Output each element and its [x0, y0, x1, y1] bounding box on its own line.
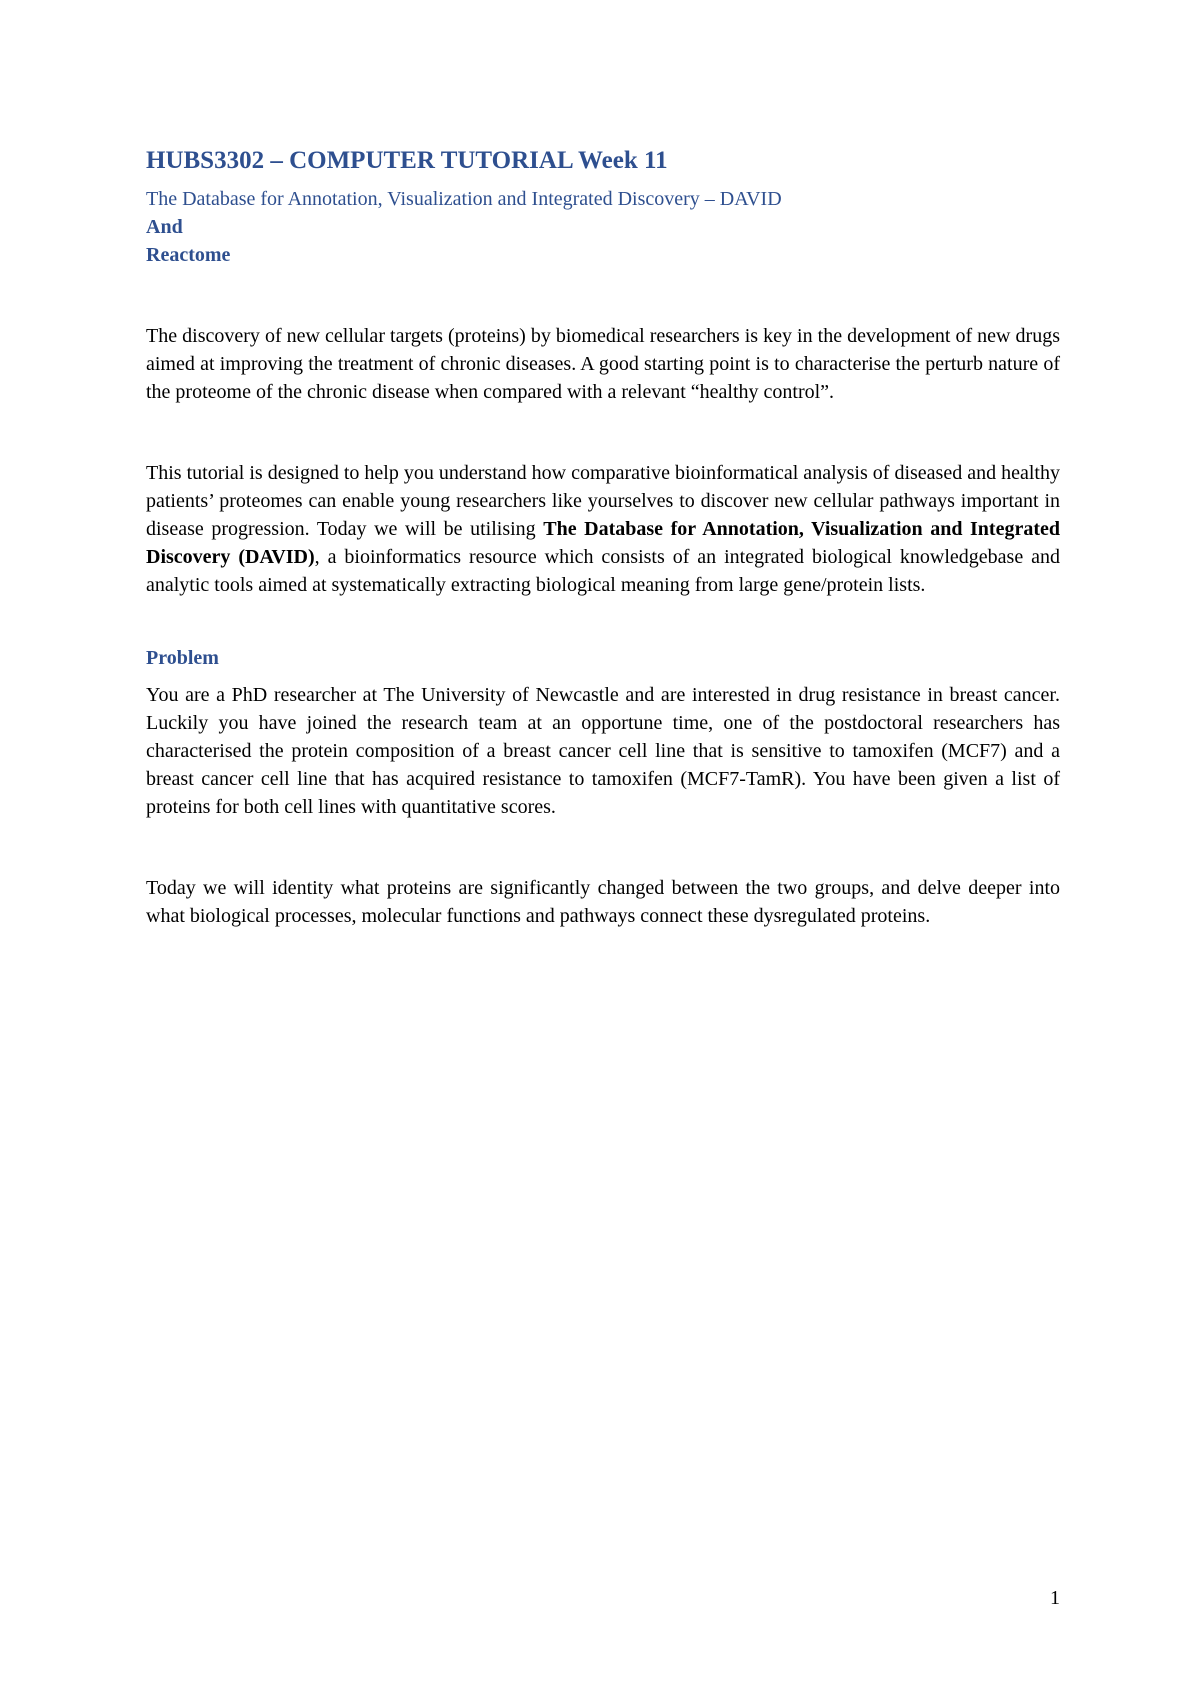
problem-paragraph-1: You are a PhD researcher at The University of Newcastle and are interested in drug resistance in breast cancer. Luckily you have joined the research team at an opportune time, one of the postdoctoral researchers has characterised the protein composition of a breast cancer cell line that is sensitive to tamoxifen (MCF7) and a breast cancer cell line that has acquired resistance to tamoxifen (MCF7-TamR). You have been given a list of proteins for both cell lines with quantitative scores.	[146, 684, 1060, 818]
intro-paragraph-2-end: , a bioinformatics resource which consists of an integrated biological knowledgebase and analytic tools aimed at systematically extracting biological meaning from large gene/protein lists.	[146, 546, 1060, 596]
document-subtitle: The Database for Annotation, Visualization and Integrated Discovery – DAVID	[146, 188, 782, 210]
problem-paragraph-2: Today we will identity what proteins are significantly changed between the two groups, and delve deeper into what biological processes, molecular functions and pathways connect these dysregulated proteins.	[146, 877, 1060, 927]
document-title: HUBS3302 – COMPUTER TUTORIAL Week 11	[146, 147, 668, 174]
page-content	[146, 146, 1060, 930]
intro-paragraph-1: The discovery of new cellular targets (proteins) by biomedical researchers is key in the development of new drugs aimed at improving the treatment of chronic diseases. A good starting point is to characterise the perturb nature of the proteome of the chronic disease when compared with a relevant “healthy control”.	[146, 325, 1060, 403]
problem-heading: Problem	[146, 647, 219, 669]
intro-paragraph-2	[146, 459, 1060, 599]
spacer	[146, 269, 1060, 322]
spacer	[146, 599, 1060, 644]
spacer	[146, 176, 1060, 185]
spacer	[146, 821, 1060, 874]
page-number: 1	[1050, 1587, 1060, 1609]
spacer	[146, 672, 1060, 681]
subtitle-and: And	[146, 216, 183, 238]
intro-paragraph-2-start: This tutorial is designed to help you understand how comparative bioinformatical analysis of diseased and healthy patients’ proteomes can enable young researchers like yourselves to discover new cellular pathways important in disease progression. Today we will be utilising	[146, 462, 1060, 540]
subtitle-reactome: Reactome	[146, 244, 231, 266]
david-full-name: The Database for Annotation, Visualization and Integrated Discovery (DAVID)	[146, 518, 1060, 568]
spacer	[146, 406, 1060, 459]
